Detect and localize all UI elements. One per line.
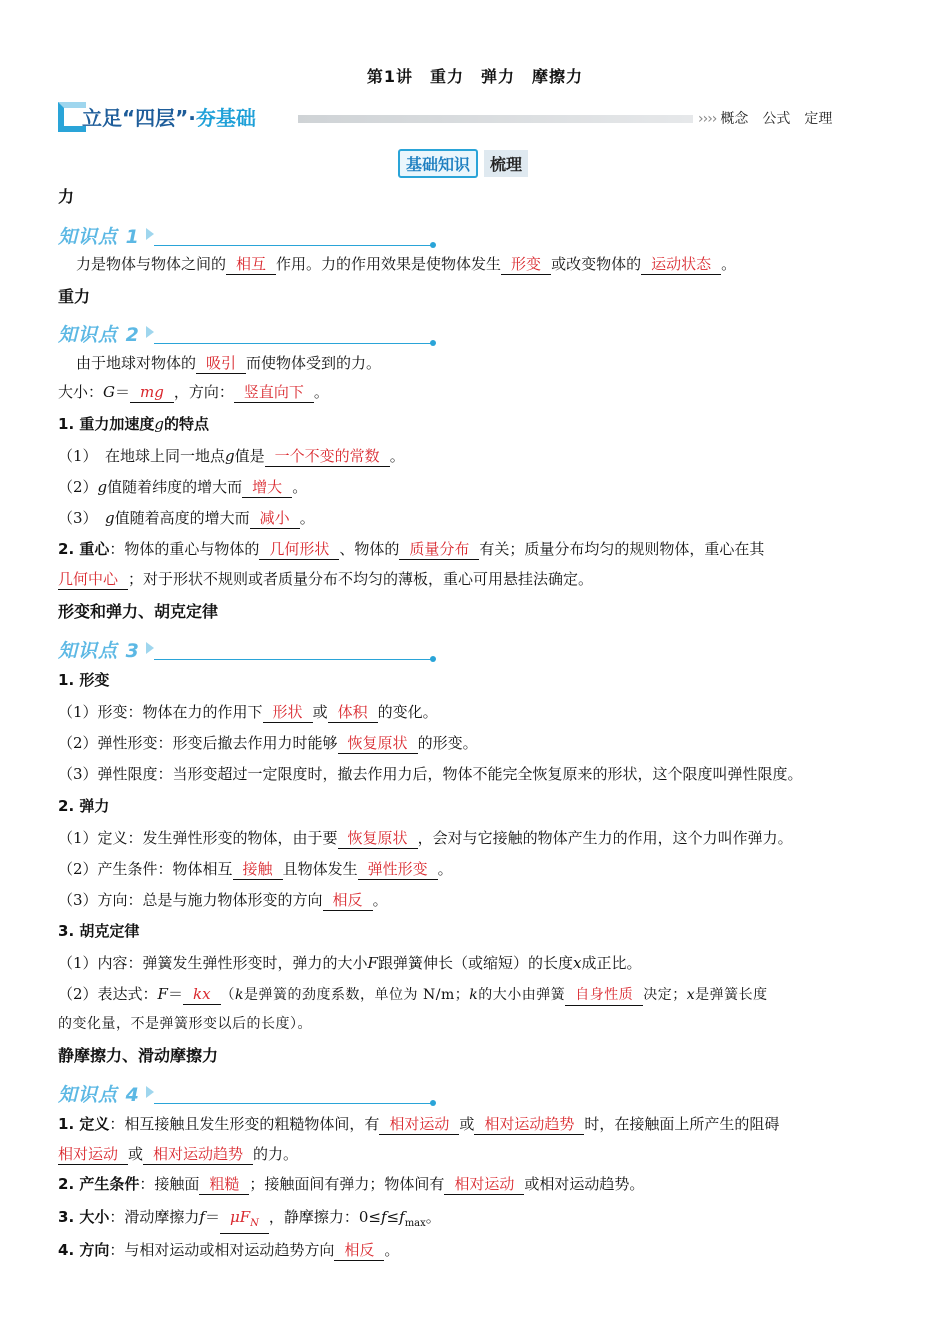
text: 值是: [234, 447, 265, 465]
text: 3: [58, 922, 69, 940]
section-subheading: [398, 148, 528, 178]
kp-underline: [154, 245, 434, 246]
text: 4: [58, 1241, 69, 1259]
deformation-2: [58, 732, 888, 754]
center-of-gravity-line1: [58, 538, 888, 560]
triangle-right-icon: [146, 228, 154, 240]
text: 是弹簧的劲度系数，单位为 N/m；: [244, 987, 470, 1003]
answer-blank: 恢复原状: [338, 734, 418, 754]
text: 且物体发生: [282, 860, 358, 878]
text: . 重力加速度: [68, 415, 155, 433]
page-title: 第1讲 重力 弹力 摩擦力: [366, 67, 584, 86]
symbol: g: [105, 509, 115, 527]
deformation-1: [58, 701, 888, 723]
gravity-definition: [58, 352, 888, 374]
knowledge-point-4: [58, 1080, 448, 1110]
answer-blank: 相互: [226, 255, 276, 275]
force-definition: [58, 253, 888, 275]
text: （1）内容：弹簧发生弹性形变时，弹力的大小: [58, 954, 368, 972]
text: 。: [384, 1241, 400, 1259]
gravity-magnitude: [58, 381, 888, 403]
text: ；对于形状不规则或者质量分布不均匀的薄板，重心可用悬挂法确定。: [128, 570, 594, 588]
text: 。: [425, 1208, 441, 1226]
text: . 胡克定律: [68, 922, 140, 940]
answer-blank: 形变: [501, 255, 551, 275]
text: . 重心: [68, 540, 110, 558]
heading-hookes-law: [58, 920, 888, 942]
deformation-3: （3）弹性限度：当形变超过一定限度时，撤去作用力后，物体不能完全恢复原来的形状，这个限度叫弹性限度。: [58, 765, 803, 783]
knowledge-point-2: [58, 320, 448, 350]
text: 或: [128, 1145, 144, 1163]
text: 而使物体受到的力。: [246, 354, 382, 372]
text: （1）形变：物体在力的作用下: [58, 703, 263, 721]
gravity-point-3: [58, 507, 888, 529]
text: 力是物体与物体之间的: [76, 255, 227, 273]
banner-title-part2: 夯基础: [195, 106, 256, 130]
answer-blank: [220, 1208, 269, 1234]
subhead-text: 梳理: [484, 150, 528, 177]
section-title-force: 力: [58, 187, 75, 206]
symbol: x: [572, 954, 582, 972]
subhead-box: 基础知识: [398, 149, 478, 178]
hooke-expression-line2: 的变化量，不是弹簧形变以后的长度）。: [58, 1016, 312, 1032]
text: 的大小由弹簧: [478, 987, 566, 1003]
text: . 方向: [68, 1241, 110, 1259]
gravity-point-2: [58, 476, 888, 498]
answer-blank: 质量分布: [399, 540, 479, 560]
text: ；接触面间有弹力；物体间有: [249, 1175, 445, 1193]
text: 成正比。: [581, 954, 642, 972]
gravity-point-1: [58, 445, 888, 467]
kp-label: 知识点 1: [58, 226, 140, 248]
center-of-gravity-line2: [58, 568, 888, 590]
symbol: k: [469, 987, 479, 1003]
answer-blank: 接触: [233, 860, 283, 880]
text: ：接触面: [139, 1175, 200, 1193]
answer-blank: 粗糙: [199, 1175, 249, 1195]
text: （2）产生条件：物体相互: [58, 860, 233, 878]
text: ＝: [204, 1208, 220, 1226]
text: ＝: [167, 985, 183, 1003]
text: 。: [389, 447, 405, 465]
elastic-1: [58, 827, 888, 849]
text: max: [404, 1218, 426, 1229]
text: （1） 在地球上同一地点: [58, 447, 226, 465]
text: . 形变: [68, 671, 110, 689]
text: ：物体的重心与物体的: [109, 540, 260, 558]
text: 大小：: [58, 383, 104, 401]
text: 。: [372, 891, 388, 909]
text: 或改变物体的: [551, 255, 642, 273]
text: 跟弹簧伸长（或缩短）的长度: [377, 954, 573, 972]
text: 2: [58, 1175, 69, 1193]
hooke-expression-line1: [58, 983, 888, 1006]
symbol: F: [157, 985, 168, 1003]
kp-underline: [154, 659, 434, 660]
section-title-friction: 静摩擦力、滑动摩擦力: [58, 1046, 219, 1065]
text: 1: [58, 671, 69, 689]
text: ：相互接触且发生形变的粗糙物体间，有: [109, 1115, 380, 1133]
text: 。: [299, 509, 315, 527]
text: （3）: [58, 509, 106, 527]
text: 是弹簧长度: [695, 987, 768, 1003]
symbol: f: [380, 1208, 387, 1226]
text: . 产生条件: [68, 1175, 140, 1193]
section-title-elastic: 形变和弹力、胡克定律: [58, 602, 219, 621]
kp-underline: [154, 1103, 434, 1104]
answer-blank: 减小: [250, 509, 300, 529]
text: 作用。力的作用效果是使物体发生: [276, 255, 502, 273]
symbol: g: [225, 447, 235, 465]
answer-blank: 竖直向下: [234, 383, 314, 403]
text: 1: [58, 1115, 69, 1133]
symbol: F: [367, 954, 378, 972]
text: 有关；质量分布均匀的规则物体，重心在其: [479, 540, 765, 558]
text: 值随着高度的增大而: [114, 509, 250, 527]
text: ＝: [115, 383, 131, 401]
text: 或: [459, 1115, 475, 1133]
text: 或: [312, 703, 328, 721]
chevron-right-icon: ››››: [698, 111, 717, 127]
answer-blank: 自身性质: [565, 986, 643, 1006]
friction-magnitude: [58, 1206, 888, 1235]
symbol: f: [199, 1208, 205, 1226]
banner-title-part1: 立足“四层”·: [82, 106, 196, 130]
answer-blank: kx: [183, 985, 221, 1005]
elastic-3: [58, 889, 888, 911]
text: 2: [58, 540, 69, 558]
answer-blank: 几何形状: [259, 540, 339, 560]
text: ≤: [386, 1208, 400, 1226]
text: 的变化。: [377, 703, 438, 721]
text: ，方向：: [173, 383, 234, 401]
kp-label: 知识点 2: [58, 324, 140, 346]
kp-label: 知识点 3: [58, 640, 140, 662]
text: （3）方向：总是与施力物体形变的方向: [58, 891, 323, 909]
banner-right: [698, 108, 832, 128]
answer-blank: 相对运动: [379, 1115, 459, 1135]
answer-blank: 相对运动: [444, 1175, 524, 1195]
kp-label: 知识点 4: [58, 1084, 140, 1106]
text: （: [220, 987, 236, 1003]
text: ，静摩擦力：0≤: [268, 1208, 381, 1226]
text: 、物体的: [339, 540, 400, 558]
dot-icon: [430, 340, 436, 346]
knowledge-point-1: [58, 222, 448, 252]
text: . 定义: [68, 1115, 110, 1133]
answer-blank: 运动状态: [641, 255, 721, 275]
text: 的特点: [163, 415, 209, 433]
text: 的力。: [253, 1145, 299, 1163]
text: 。: [721, 255, 737, 273]
dot-icon: [430, 242, 436, 248]
text: 值随着纬度的增大而: [107, 478, 243, 496]
knowledge-point-3: [58, 636, 448, 666]
chapter-banner: [58, 100, 858, 136]
answer-blank: 相对运动趋势: [474, 1115, 584, 1135]
friction-direction: [58, 1239, 888, 1261]
text: 。: [292, 478, 308, 496]
text: 时，在接触面上所产生的阻碍: [584, 1115, 780, 1133]
text: 由于地球对物体的: [76, 354, 197, 372]
text: 或相对运动趋势。: [524, 1175, 645, 1193]
triangle-right-icon: [146, 642, 154, 654]
symbol: f: [399, 1208, 405, 1226]
answer-blank: 相反: [323, 891, 373, 911]
answer-blank: 相对运动: [58, 1145, 128, 1165]
friction-definition-line2: [58, 1143, 888, 1165]
banner-divider-bar: [298, 115, 693, 123]
answer-blank: 恢复原状: [338, 829, 418, 849]
text: 1: [58, 415, 69, 433]
triangle-right-icon: [146, 1086, 154, 1098]
text: （2）: [58, 478, 98, 496]
text: . 大小: [68, 1208, 110, 1226]
heading-gravity-acceleration: [58, 413, 888, 435]
hooke-content: [58, 952, 888, 974]
symbol: g: [97, 478, 108, 496]
text: （2）弹性形变：形变后撤去作用力时能够: [58, 734, 338, 752]
heading-elastic-force: [58, 795, 888, 817]
symbol: g: [154, 415, 164, 433]
text: 的形变。: [417, 734, 478, 752]
symbol: x: [686, 987, 696, 1003]
friction-condition: [58, 1173, 888, 1195]
elastic-2: [58, 858, 888, 880]
answer-blank: 相反: [334, 1241, 384, 1261]
text: ，会对与它接触的物体产生力的作用，这个力叫作弹力。: [417, 829, 793, 847]
dot-icon: [430, 1100, 436, 1106]
answer-blank: 体积: [328, 703, 378, 723]
section-title-gravity: 重力: [58, 287, 91, 306]
triangle-right-icon: [146, 326, 154, 338]
text: 3: [58, 1208, 69, 1226]
text: 。: [313, 383, 329, 401]
answer-blank: 增大: [242, 478, 292, 498]
text: （1）定义：发生弹性形变的物体，由于要: [58, 829, 338, 847]
friction-definition-line1: [58, 1113, 888, 1135]
answer-blank: 一个不变的常数: [265, 447, 390, 467]
dot-icon: [430, 656, 436, 662]
symbol: G: [103, 383, 115, 401]
answer-blank: 形状: [263, 703, 313, 723]
heading-deformation: [58, 669, 888, 691]
answer-blank: 相对运动趋势: [143, 1145, 253, 1165]
text: N: [250, 1218, 259, 1229]
text: 决定；: [643, 987, 687, 1003]
text: ：滑动摩擦力: [109, 1208, 200, 1226]
answer-blank: 弹性形变: [358, 860, 438, 880]
text: μF: [229, 1208, 251, 1226]
banner-right-text: 概念 公式 定理: [720, 111, 833, 127]
kp-underline: [154, 343, 434, 344]
answer-blank: mg: [130, 383, 174, 403]
answer-blank: 吸引: [196, 354, 246, 374]
text: ：与相对运动或相对运动趋势方向: [109, 1241, 335, 1259]
text: 。: [437, 860, 453, 878]
symbol: k: [235, 987, 245, 1003]
text: 2: [58, 797, 69, 815]
text: （2）表达式：: [58, 985, 158, 1003]
banner-title: [82, 102, 256, 131]
text: . 弹力: [68, 797, 110, 815]
answer-blank: 几何中心: [58, 570, 128, 590]
